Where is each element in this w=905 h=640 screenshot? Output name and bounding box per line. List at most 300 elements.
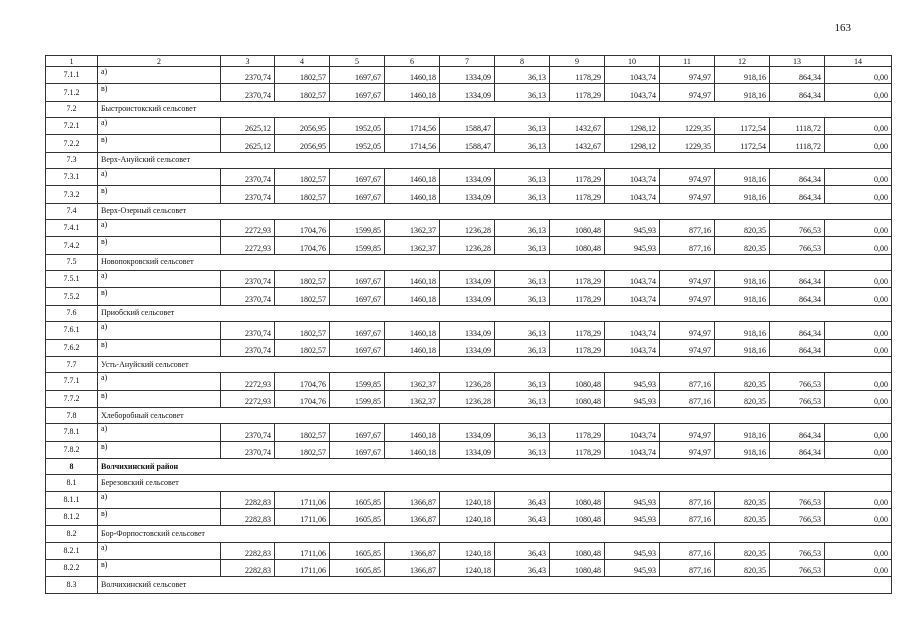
value-cell: 1697,67 bbox=[330, 441, 385, 458]
table-row bbox=[46, 237, 892, 254]
row-number: 7.6.2 bbox=[46, 339, 98, 356]
value-cell: 820,35 bbox=[715, 373, 770, 390]
value-cell: 1298,12 bbox=[605, 118, 660, 135]
value-cell: 1366,87 bbox=[385, 559, 440, 576]
value-cell: 1711,06 bbox=[275, 559, 330, 576]
value-cell: 2272,93 bbox=[221, 220, 275, 237]
value-cell: 974,97 bbox=[660, 322, 715, 339]
section-name: Приобский сельсовет bbox=[98, 305, 892, 321]
row-number: 8.1 bbox=[46, 475, 98, 491]
value-cell: 0,00 bbox=[825, 84, 892, 101]
value-cell: 1802,57 bbox=[275, 271, 330, 288]
row-subtype: а) bbox=[98, 220, 221, 237]
value-cell: 877,16 bbox=[660, 390, 715, 407]
value-cell: 1334,09 bbox=[440, 288, 495, 305]
value-cell: 1229,35 bbox=[660, 118, 715, 135]
value-cell: 1697,67 bbox=[330, 322, 385, 339]
value-cell: 0,00 bbox=[825, 390, 892, 407]
value-cell: 1711,06 bbox=[275, 491, 330, 508]
value-cell: 1697,67 bbox=[330, 339, 385, 356]
value-cell: 36,13 bbox=[495, 237, 550, 254]
value-cell: 2625,12 bbox=[221, 135, 275, 152]
value-cell: 1599,85 bbox=[330, 373, 385, 390]
row-number: 7.5.2 bbox=[46, 288, 98, 305]
value-cell: 2272,93 bbox=[221, 237, 275, 254]
value-cell: 1460,18 bbox=[385, 441, 440, 458]
value-cell: 0,00 bbox=[825, 271, 892, 288]
table-row bbox=[46, 186, 892, 203]
value-cell: 0,00 bbox=[825, 508, 892, 525]
row-number: 7.3 bbox=[46, 152, 98, 168]
section-row bbox=[46, 356, 892, 372]
row-subtype: в) bbox=[98, 237, 221, 254]
value-cell: 1178,29 bbox=[550, 186, 605, 203]
value-cell: 2282,83 bbox=[221, 491, 275, 508]
value-cell: 2370,74 bbox=[221, 169, 275, 186]
value-cell: 766,53 bbox=[770, 373, 825, 390]
value-cell: 2272,93 bbox=[221, 373, 275, 390]
table-row bbox=[46, 169, 892, 186]
column-header: 5 bbox=[330, 56, 385, 67]
section-name: Волчихинский сельсовет bbox=[98, 577, 892, 593]
value-cell: 36,13 bbox=[495, 441, 550, 458]
value-cell: 1178,29 bbox=[550, 288, 605, 305]
value-cell: 0,00 bbox=[825, 491, 892, 508]
value-cell: 1080,48 bbox=[550, 237, 605, 254]
row-subtype: а) bbox=[98, 542, 221, 559]
value-cell: 0,00 bbox=[825, 237, 892, 254]
value-cell: 0,00 bbox=[825, 135, 892, 152]
column-header: 8 bbox=[495, 56, 550, 67]
value-cell: 864,34 bbox=[770, 67, 825, 84]
value-cell: 1043,74 bbox=[605, 441, 660, 458]
value-cell: 864,34 bbox=[770, 339, 825, 356]
value-cell: 1362,37 bbox=[385, 237, 440, 254]
row-number: 7.8.1 bbox=[46, 424, 98, 441]
section-name: Верх-Ануйский сельсовет bbox=[98, 152, 892, 168]
value-cell: 1236,28 bbox=[440, 390, 495, 407]
value-cell: 36,13 bbox=[495, 169, 550, 186]
table-row bbox=[46, 542, 892, 559]
row-subtype: а) bbox=[98, 424, 221, 441]
value-cell: 1334,09 bbox=[440, 424, 495, 441]
section-row bbox=[46, 458, 892, 474]
value-cell: 766,53 bbox=[770, 220, 825, 237]
value-cell: 0,00 bbox=[825, 169, 892, 186]
value-cell: 0,00 bbox=[825, 288, 892, 305]
row-number: 7.6.1 bbox=[46, 322, 98, 339]
value-cell: 1178,29 bbox=[550, 441, 605, 458]
value-cell: 36,13 bbox=[495, 373, 550, 390]
row-number: 7.7.1 bbox=[46, 373, 98, 390]
row-number: 8.1.2 bbox=[46, 508, 98, 525]
value-cell: 1802,57 bbox=[275, 84, 330, 101]
value-cell: 1334,09 bbox=[440, 186, 495, 203]
column-header: 13 bbox=[770, 56, 825, 67]
table-row bbox=[46, 441, 892, 458]
value-cell: 820,35 bbox=[715, 491, 770, 508]
value-cell: 1697,67 bbox=[330, 67, 385, 84]
value-cell: 1178,29 bbox=[550, 84, 605, 101]
value-cell: 1605,85 bbox=[330, 491, 385, 508]
value-cell: 864,34 bbox=[770, 424, 825, 441]
value-cell: 1460,18 bbox=[385, 322, 440, 339]
section-row bbox=[46, 203, 892, 219]
value-cell: 1334,09 bbox=[440, 339, 495, 356]
value-cell: 1711,06 bbox=[275, 542, 330, 559]
section-row bbox=[46, 305, 892, 321]
value-cell: 877,16 bbox=[660, 542, 715, 559]
row-number: 7.1.2 bbox=[46, 84, 98, 101]
value-cell: 974,97 bbox=[660, 67, 715, 84]
value-cell: 1080,48 bbox=[550, 491, 605, 508]
value-cell: 1172,54 bbox=[715, 135, 770, 152]
value-cell: 0,00 bbox=[825, 441, 892, 458]
row-subtype: в) bbox=[98, 84, 221, 101]
value-cell: 945,93 bbox=[605, 237, 660, 254]
value-cell: 864,34 bbox=[770, 186, 825, 203]
value-cell: 1334,09 bbox=[440, 271, 495, 288]
column-header: 10 bbox=[605, 56, 660, 67]
value-cell: 1366,87 bbox=[385, 542, 440, 559]
value-cell: 1588,47 bbox=[440, 135, 495, 152]
section-name: Верх-Озерный сельсовет bbox=[98, 203, 892, 219]
value-cell: 36,13 bbox=[495, 322, 550, 339]
value-cell: 877,16 bbox=[660, 491, 715, 508]
value-cell: 820,35 bbox=[715, 508, 770, 525]
value-cell: 36,13 bbox=[495, 84, 550, 101]
value-cell: 877,16 bbox=[660, 559, 715, 576]
value-cell: 1240,18 bbox=[440, 542, 495, 559]
column-header: 2 bbox=[98, 56, 221, 67]
value-cell: 1599,85 bbox=[330, 390, 385, 407]
value-cell: 0,00 bbox=[825, 322, 892, 339]
value-cell: 945,93 bbox=[605, 542, 660, 559]
value-cell: 1952,05 bbox=[330, 135, 385, 152]
value-cell: 1599,85 bbox=[330, 237, 385, 254]
value-cell: 864,34 bbox=[770, 288, 825, 305]
value-cell: 1334,09 bbox=[440, 322, 495, 339]
row-number: 7.4.1 bbox=[46, 220, 98, 237]
value-cell: 1704,76 bbox=[275, 237, 330, 254]
value-cell: 1043,74 bbox=[605, 271, 660, 288]
value-cell: 974,97 bbox=[660, 424, 715, 441]
row-subtype: а) bbox=[98, 118, 221, 135]
value-cell: 36,43 bbox=[495, 542, 550, 559]
value-cell: 0,00 bbox=[825, 118, 892, 135]
table-row bbox=[46, 559, 892, 576]
value-cell: 1704,76 bbox=[275, 373, 330, 390]
value-cell: 1460,18 bbox=[385, 186, 440, 203]
value-cell: 877,16 bbox=[660, 373, 715, 390]
value-cell: 820,35 bbox=[715, 542, 770, 559]
value-cell: 36,13 bbox=[495, 288, 550, 305]
value-cell: 1178,29 bbox=[550, 424, 605, 441]
value-cell: 1802,57 bbox=[275, 441, 330, 458]
value-cell: 1080,48 bbox=[550, 508, 605, 525]
value-cell: 918,16 bbox=[715, 271, 770, 288]
value-cell: 36,43 bbox=[495, 559, 550, 576]
row-number: 8.2 bbox=[46, 526, 98, 542]
value-cell: 974,97 bbox=[660, 288, 715, 305]
value-cell: 1043,74 bbox=[605, 288, 660, 305]
section-row bbox=[46, 407, 892, 423]
column-header: 11 bbox=[660, 56, 715, 67]
value-cell: 1080,48 bbox=[550, 390, 605, 407]
value-cell: 945,93 bbox=[605, 220, 660, 237]
row-subtype: а) bbox=[98, 67, 221, 84]
row-subtype: а) bbox=[98, 271, 221, 288]
value-cell: 918,16 bbox=[715, 339, 770, 356]
value-cell: 1298,12 bbox=[605, 135, 660, 152]
value-cell: 1043,74 bbox=[605, 339, 660, 356]
table-row bbox=[46, 339, 892, 356]
value-cell: 0,00 bbox=[825, 339, 892, 356]
value-cell: 1802,57 bbox=[275, 288, 330, 305]
value-cell: 1802,57 bbox=[275, 339, 330, 356]
table-row bbox=[46, 508, 892, 525]
row-number: 8.1.1 bbox=[46, 491, 98, 508]
row-number: 7.2.1 bbox=[46, 118, 98, 135]
table-row bbox=[46, 390, 892, 407]
header-row bbox=[46, 56, 892, 67]
value-cell: 1080,48 bbox=[550, 373, 605, 390]
value-cell: 1043,74 bbox=[605, 84, 660, 101]
value-cell: 2370,74 bbox=[221, 424, 275, 441]
value-cell: 918,16 bbox=[715, 288, 770, 305]
value-cell: 974,97 bbox=[660, 339, 715, 356]
value-cell: 1043,74 bbox=[605, 186, 660, 203]
row-subtype: а) bbox=[98, 491, 221, 508]
value-cell: 766,53 bbox=[770, 237, 825, 254]
value-cell: 877,16 bbox=[660, 220, 715, 237]
value-cell: 1236,28 bbox=[440, 373, 495, 390]
value-cell: 1802,57 bbox=[275, 67, 330, 84]
value-cell: 1460,18 bbox=[385, 339, 440, 356]
row-subtype: в) bbox=[98, 186, 221, 203]
row-number: 7.8 bbox=[46, 407, 98, 423]
value-cell: 820,35 bbox=[715, 220, 770, 237]
value-cell: 2370,74 bbox=[221, 322, 275, 339]
value-cell: 1043,74 bbox=[605, 169, 660, 186]
value-cell: 864,34 bbox=[770, 169, 825, 186]
value-cell: 1366,87 bbox=[385, 508, 440, 525]
value-cell: 918,16 bbox=[715, 322, 770, 339]
row-number: 7.3.1 bbox=[46, 169, 98, 186]
value-cell: 36,13 bbox=[495, 271, 550, 288]
row-number: 8.2.2 bbox=[46, 559, 98, 576]
value-cell: 1802,57 bbox=[275, 186, 330, 203]
row-subtype: а) bbox=[98, 169, 221, 186]
value-cell: 945,93 bbox=[605, 390, 660, 407]
value-cell: 918,16 bbox=[715, 186, 770, 203]
value-cell: 2370,74 bbox=[221, 339, 275, 356]
value-cell: 945,93 bbox=[605, 559, 660, 576]
value-cell: 1460,18 bbox=[385, 169, 440, 186]
value-cell: 918,16 bbox=[715, 67, 770, 84]
value-cell: 2056,95 bbox=[275, 118, 330, 135]
row-number: 7.7 bbox=[46, 356, 98, 372]
value-cell: 36,13 bbox=[495, 118, 550, 135]
row-number: 7.2.2 bbox=[46, 135, 98, 152]
table-row bbox=[46, 84, 892, 101]
section-name: Березовский сельсовет bbox=[98, 475, 892, 491]
section-name: Новопокровский сельсовет bbox=[98, 254, 892, 270]
value-cell: 945,93 bbox=[605, 373, 660, 390]
section-row bbox=[46, 577, 892, 593]
value-cell: 1605,85 bbox=[330, 508, 385, 525]
value-cell: 918,16 bbox=[715, 84, 770, 101]
value-cell: 2370,74 bbox=[221, 67, 275, 84]
value-cell: 1697,67 bbox=[330, 169, 385, 186]
row-number: 7.8.2 bbox=[46, 441, 98, 458]
value-cell: 1802,57 bbox=[275, 322, 330, 339]
value-cell: 766,53 bbox=[770, 559, 825, 576]
table-row bbox=[46, 322, 892, 339]
section-row bbox=[46, 254, 892, 270]
value-cell: 36,13 bbox=[495, 135, 550, 152]
row-number: 8 bbox=[46, 458, 98, 474]
value-cell: 1080,48 bbox=[550, 559, 605, 576]
value-cell: 1043,74 bbox=[605, 67, 660, 84]
value-cell: 1080,48 bbox=[550, 542, 605, 559]
value-cell: 1599,85 bbox=[330, 220, 385, 237]
value-cell: 1240,18 bbox=[440, 559, 495, 576]
column-header: 6 bbox=[385, 56, 440, 67]
value-cell: 2282,83 bbox=[221, 559, 275, 576]
table-row bbox=[46, 491, 892, 508]
value-cell: 974,97 bbox=[660, 186, 715, 203]
value-cell: 1697,67 bbox=[330, 288, 385, 305]
value-cell: 1178,29 bbox=[550, 339, 605, 356]
value-cell: 0,00 bbox=[825, 373, 892, 390]
value-cell: 36,13 bbox=[495, 339, 550, 356]
value-cell: 1178,29 bbox=[550, 271, 605, 288]
value-cell: 1178,29 bbox=[550, 169, 605, 186]
table-row bbox=[46, 220, 892, 237]
column-header: 12 bbox=[715, 56, 770, 67]
value-cell: 36,13 bbox=[495, 186, 550, 203]
value-cell: 1460,18 bbox=[385, 67, 440, 84]
value-cell: 820,35 bbox=[715, 390, 770, 407]
value-cell: 1334,09 bbox=[440, 441, 495, 458]
value-cell: 864,34 bbox=[770, 271, 825, 288]
table-row bbox=[46, 118, 892, 135]
value-cell: 820,35 bbox=[715, 559, 770, 576]
value-cell: 1334,09 bbox=[440, 84, 495, 101]
table-row bbox=[46, 67, 892, 84]
page-number: 163 bbox=[834, 22, 851, 34]
value-cell: 36,43 bbox=[495, 508, 550, 525]
value-cell: 1362,37 bbox=[385, 390, 440, 407]
value-cell: 2282,83 bbox=[221, 542, 275, 559]
value-cell: 945,93 bbox=[605, 508, 660, 525]
value-cell: 945,93 bbox=[605, 491, 660, 508]
value-cell: 1605,85 bbox=[330, 542, 385, 559]
column-header: 1 bbox=[46, 56, 98, 67]
value-cell: 766,53 bbox=[770, 508, 825, 525]
value-cell: 918,16 bbox=[715, 424, 770, 441]
value-cell: 1432,67 bbox=[550, 135, 605, 152]
value-cell: 36,13 bbox=[495, 67, 550, 84]
value-cell: 1043,74 bbox=[605, 322, 660, 339]
row-subtype: в) bbox=[98, 135, 221, 152]
value-cell: 1711,06 bbox=[275, 508, 330, 525]
value-cell: 864,34 bbox=[770, 322, 825, 339]
value-cell: 1588,47 bbox=[440, 118, 495, 135]
row-number: 7.3.2 bbox=[46, 186, 98, 203]
section-name: Бор-Форпостовский сельсовет bbox=[98, 526, 892, 542]
value-cell: 877,16 bbox=[660, 508, 715, 525]
section-row bbox=[46, 152, 892, 168]
value-cell: 1236,28 bbox=[440, 237, 495, 254]
value-cell: 1362,37 bbox=[385, 373, 440, 390]
value-cell: 864,34 bbox=[770, 441, 825, 458]
column-header: 9 bbox=[550, 56, 605, 67]
value-cell: 2370,74 bbox=[221, 441, 275, 458]
value-cell: 2370,74 bbox=[221, 271, 275, 288]
value-cell: 36,13 bbox=[495, 424, 550, 441]
table-body bbox=[46, 67, 892, 594]
row-number: 7.5 bbox=[46, 254, 98, 270]
value-cell: 766,53 bbox=[770, 491, 825, 508]
tariff-table bbox=[45, 55, 892, 594]
row-number: 8.3 bbox=[46, 577, 98, 593]
section-row bbox=[46, 475, 892, 491]
value-cell: 974,97 bbox=[660, 441, 715, 458]
table-row bbox=[46, 135, 892, 152]
column-header: 3 bbox=[221, 56, 275, 67]
value-cell: 2370,74 bbox=[221, 84, 275, 101]
value-cell: 974,97 bbox=[660, 84, 715, 101]
value-cell: 918,16 bbox=[715, 169, 770, 186]
value-cell: 36,43 bbox=[495, 491, 550, 508]
value-cell: 1080,48 bbox=[550, 220, 605, 237]
value-cell: 1605,85 bbox=[330, 559, 385, 576]
value-cell: 1229,35 bbox=[660, 135, 715, 152]
value-cell: 974,97 bbox=[660, 169, 715, 186]
value-cell: 1460,18 bbox=[385, 271, 440, 288]
value-cell: 1714,56 bbox=[385, 135, 440, 152]
row-number: 7.7.2 bbox=[46, 390, 98, 407]
value-cell: 1240,18 bbox=[440, 491, 495, 508]
value-cell: 877,16 bbox=[660, 237, 715, 254]
value-cell: 1460,18 bbox=[385, 288, 440, 305]
value-cell: 0,00 bbox=[825, 67, 892, 84]
value-cell: 0,00 bbox=[825, 424, 892, 441]
section-row bbox=[46, 526, 892, 542]
value-cell: 1697,67 bbox=[330, 84, 385, 101]
value-cell: 1178,29 bbox=[550, 67, 605, 84]
table-row bbox=[46, 373, 892, 390]
row-subtype: в) bbox=[98, 559, 221, 576]
section-name: Волчихинский район bbox=[98, 458, 892, 474]
row-number: 7.1.1 bbox=[46, 67, 98, 84]
value-cell: 1952,05 bbox=[330, 118, 385, 135]
value-cell: 36,13 bbox=[495, 220, 550, 237]
row-number: 7.2 bbox=[46, 101, 98, 117]
value-cell: 1460,18 bbox=[385, 84, 440, 101]
row-subtype: в) bbox=[98, 390, 221, 407]
value-cell: 2282,83 bbox=[221, 508, 275, 525]
section-name: Усть-Ануйский сельсовет bbox=[98, 356, 892, 372]
row-number: 7.4 bbox=[46, 203, 98, 219]
value-cell: 1704,76 bbox=[275, 390, 330, 407]
value-cell: 1802,57 bbox=[275, 169, 330, 186]
row-number: 7.4.2 bbox=[46, 237, 98, 254]
row-subtype: в) bbox=[98, 339, 221, 356]
column-header: 4 bbox=[275, 56, 330, 67]
